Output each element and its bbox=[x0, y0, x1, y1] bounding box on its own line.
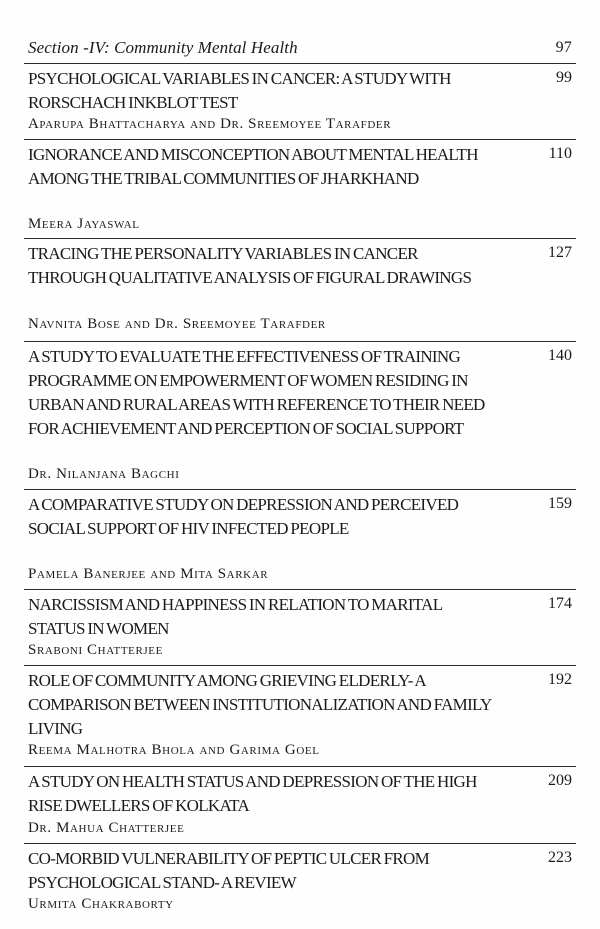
entry-page-number: 110 bbox=[548, 145, 572, 162]
section-heading-row bbox=[24, 36, 576, 64]
toc-entry[interactable] bbox=[24, 665, 576, 767]
entry-title: A COMPARATIVE STUDY ON DEPRESSION AND PERCEIVED SOCIAL SUPPORT OF HIV INFECTED PEOPLE bbox=[28, 495, 459, 538]
entry-authors: Aparupa Bhattacharya and Dr. Sreemoyee Tarafder bbox=[28, 116, 392, 132]
entry-page-number: 127 bbox=[548, 244, 572, 261]
entry-authors: Reema Malhotra Bhola and Garima Goel bbox=[28, 742, 320, 758]
entry-page-number: 99 bbox=[556, 69, 572, 86]
entry-authors: Urmita Chakraborty bbox=[28, 896, 174, 912]
toc-entry[interactable] bbox=[24, 766, 576, 844]
entry-page-number: 192 bbox=[548, 671, 572, 688]
toc-entry[interactable] bbox=[24, 341, 576, 490]
entry-authors: Pamela Banerjee and Mita Sarkar bbox=[28, 566, 269, 582]
entry-page-number: 140 bbox=[548, 347, 572, 364]
entry-authors: Navnita Bose and Dr. Sreemoyee Tarafder bbox=[28, 316, 326, 332]
entry-page-number: 159 bbox=[548, 495, 572, 512]
toc-entry[interactable] bbox=[24, 589, 576, 666]
entry-authors: Sraboni Chatterjee bbox=[28, 642, 163, 658]
toc-entry[interactable] bbox=[24, 843, 576, 919]
entry-authors: Dr. Nilanjana Bagchi bbox=[28, 466, 180, 482]
entry-title: IGNORANCE AND MISCONCEPTION ABOUT MENTAL HEALTH AMONG THE TRIBAL COMMUNITIES OF JHARKHAND bbox=[28, 145, 478, 188]
entry-page-number: 209 bbox=[548, 772, 572, 789]
entry-authors: Meera Jayaswal bbox=[28, 216, 140, 232]
entry-title: A STUDY TO EVALUATE THE EFFECTIVENESS OF TRAINING PROGRAMME ON EMPOWERMENT OF WOMEN RESIDING IN URBAN AND RURAL AREAS WITH REFERENCE TO THEIR NEED FOR ACHIEVEMENT AND PERCEPTION OF SOCIAL SUPPORT bbox=[28, 347, 485, 438]
entry-title: NARCISSISM AND HAPPINESS IN RELATION TO MARITAL STATUS IN WOMEN bbox=[28, 595, 442, 638]
toc-entry[interactable] bbox=[24, 238, 576, 342]
entry-title: CO-MORBID VULNERABILITY OF PEPTIC ULCER FROM PSYCHOLOGICAL STAND- A REVIEW bbox=[28, 849, 430, 892]
entry-page-number: 174 bbox=[548, 595, 572, 612]
toc-entry[interactable] bbox=[24, 489, 576, 590]
entry-authors: Dr. Mahua Chatterjee bbox=[28, 820, 185, 836]
toc-entry[interactable] bbox=[24, 139, 576, 239]
entry-title: A STUDY ON HEALTH STATUS AND DEPRESSION OF THE HIGH RISE DWELLERS OF KOLKATA bbox=[28, 772, 477, 815]
entry-title: TRACING THE PERSONALITY VARIABLES IN CANCER THROUGH QUALITATIVE ANALYSIS OF FIGURAL DRAWINGS bbox=[28, 244, 472, 287]
entry-title: ROLE OF COMMUNITY AMONG GRIEVING ELDERLY- A COMPARISON BETWEEN INSTITUTIONALIZATION AND FAMILY LIVING bbox=[28, 671, 491, 738]
toc-entry[interactable] bbox=[24, 63, 576, 140]
entry-title: PSYCHOLOGICAL VARIABLES IN CANCER: A STUDY WITH RORSCHACH INKBLOT TEST bbox=[28, 69, 451, 112]
entry-page-number: 223 bbox=[548, 849, 572, 866]
section-title: Section -IV: Community Mental Health bbox=[28, 38, 298, 57]
section-page-number: 97 bbox=[555, 39, 572, 56]
